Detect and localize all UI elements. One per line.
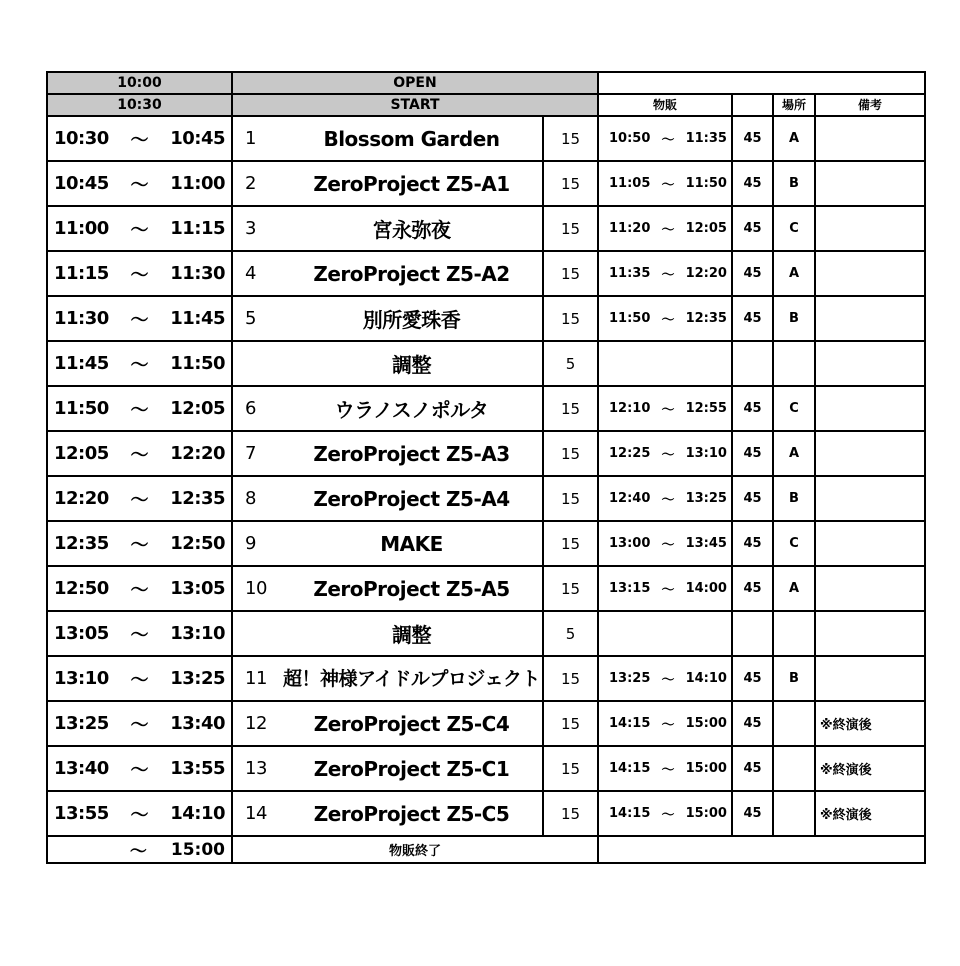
time-range: [47, 431, 232, 476]
merch-location: C: [773, 206, 815, 251]
merch-location: [773, 791, 815, 836]
merch-end: 15:00: [685, 761, 727, 776]
time-tilde: 〜: [130, 579, 149, 601]
merch-location: [773, 746, 815, 791]
merch-start: 14:15: [609, 806, 651, 821]
merch-time: [598, 206, 732, 251]
merch-location: [773, 341, 815, 386]
merch-time: [598, 251, 732, 296]
performer-number: 13: [245, 758, 267, 779]
time-tilde: 〜: [130, 309, 149, 331]
performance-duration: 15: [543, 566, 598, 611]
note: [815, 296, 925, 341]
merch-start: 12:25: [609, 446, 651, 461]
performer-cell: [232, 341, 543, 386]
time-range: [47, 251, 232, 296]
performance-duration: 15: [543, 116, 598, 161]
note: [815, 251, 925, 296]
performer-name: MAKE: [380, 531, 443, 556]
merch-tilde: 〜: [661, 178, 675, 193]
performance-duration: 15: [543, 746, 598, 791]
time-range: [47, 521, 232, 566]
time-tilde: 〜: [130, 669, 149, 691]
end-time: 12:20: [170, 443, 225, 464]
start-time: 12:35: [54, 533, 109, 554]
start-time: 10:30: [47, 94, 232, 116]
performer-name: ZeroProject Z5-A5: [313, 576, 510, 601]
schedule-row: [47, 386, 925, 431]
performer-cell: [232, 701, 543, 746]
merch-start: 11:35: [609, 266, 651, 281]
schedule-row: [47, 116, 925, 161]
merch-start: 14:15: [609, 716, 651, 731]
merch-end: 13:10: [685, 446, 727, 461]
performer-cell: [232, 251, 543, 296]
merch-end: 12:35: [685, 311, 727, 326]
merch-location: B: [773, 476, 815, 521]
merch-end: 11:35: [685, 131, 727, 146]
schedule-row: [47, 656, 925, 701]
performer-name: 宮永弥夜: [372, 218, 451, 242]
note: [815, 341, 925, 386]
merch-time: [598, 611, 732, 656]
schedule-row: [47, 521, 925, 566]
start-time: 13:40: [54, 758, 109, 779]
performance-duration: 15: [543, 251, 598, 296]
merch-duration: 45: [732, 161, 773, 206]
merch-tilde: 〜: [661, 493, 675, 508]
merch-start: 11:50: [609, 311, 651, 326]
start-time: 11:00: [54, 218, 109, 239]
merch-tilde: 〜: [661, 313, 675, 328]
time-range: [47, 791, 232, 836]
performer-cell: [232, 116, 543, 161]
merch-location: C: [773, 521, 815, 566]
time-tilde: 〜: [130, 804, 149, 826]
merch-start: 13:00: [609, 536, 651, 551]
note: [815, 656, 925, 701]
performer-cell: [232, 656, 543, 701]
merch-location: A: [773, 566, 815, 611]
time-tilde: 〜: [130, 129, 149, 151]
merch-start: 10:50: [609, 131, 651, 146]
merch-tilde: 〜: [661, 583, 675, 598]
merch-duration: 45: [732, 476, 773, 521]
time-tilde: 〜: [130, 714, 149, 736]
end-time: 13:10: [170, 623, 225, 644]
merch-location: B: [773, 296, 815, 341]
merch-time: [598, 476, 732, 521]
performer-name: ZeroProject Z5-A1: [313, 171, 510, 196]
merch-time: [598, 161, 732, 206]
note: [815, 566, 925, 611]
merch-location: B: [773, 656, 815, 701]
open-time: 10:00: [47, 72, 232, 94]
performer-cell: [232, 161, 543, 206]
merch-duration: [732, 611, 773, 656]
performer-name: Blossom Garden: [323, 126, 500, 151]
merch-location: A: [773, 251, 815, 296]
merch-tilde: 〜: [661, 448, 675, 463]
start-time: 11:30: [54, 308, 109, 329]
merch-time: [598, 656, 732, 701]
merch-end: 12:20: [685, 266, 727, 281]
performer-number: 6: [245, 398, 256, 419]
performer-name: ZeroProject Z5-C4: [313, 711, 510, 736]
schedule-row: [47, 746, 925, 791]
time-tilde: 〜: [130, 264, 149, 286]
note: [815, 116, 925, 161]
performance-duration: 15: [543, 161, 598, 206]
time-tilde: 〜: [130, 624, 149, 646]
performer-cell: [232, 431, 543, 476]
performer-cell: [232, 791, 543, 836]
note: ※終演後: [815, 701, 925, 746]
performance-duration: 15: [543, 431, 598, 476]
merch-duration: 45: [732, 116, 773, 161]
performer-number: 12: [245, 713, 267, 734]
open-label: OPEN: [232, 72, 598, 94]
time-range: [47, 386, 232, 431]
merch-tilde: 〜: [661, 763, 675, 778]
start-time: 12:20: [54, 488, 109, 509]
schedule-row: [47, 566, 925, 611]
time-tilde: 〜: [130, 759, 149, 781]
merch-header: 物販: [598, 94, 732, 116]
merch-tilde: 〜: [661, 673, 675, 688]
performer-number: 5: [245, 308, 256, 329]
end-time: 12:50: [170, 533, 225, 554]
schedule-row: [47, 611, 925, 656]
performer-number: 10: [245, 578, 267, 599]
performer-cell: [232, 476, 543, 521]
merch-start: 12:10: [609, 401, 651, 416]
performer-number: 1: [245, 128, 256, 149]
merch-duration: 45: [732, 386, 773, 431]
performer-name: ウラノスノポルタ: [334, 398, 489, 422]
merch-location: A: [773, 116, 815, 161]
merch-time: [598, 791, 732, 836]
performer-number: 4: [245, 263, 256, 284]
end-time: 14:10: [170, 803, 225, 824]
performance-duration: 15: [543, 386, 598, 431]
merch-end: 11:50: [685, 176, 727, 191]
merch-location: [773, 701, 815, 746]
end-time: 11:30: [170, 263, 225, 284]
merch-duration: [732, 341, 773, 386]
merch-time: [598, 701, 732, 746]
time-tilde: 〜: [130, 354, 149, 376]
end-time: 13:40: [170, 713, 225, 734]
note: [815, 476, 925, 521]
merch-time: [598, 521, 732, 566]
merch-time: [598, 386, 732, 431]
merch-time: [598, 116, 732, 161]
performer-name: ZeroProject Z5-A3: [313, 441, 510, 466]
merch-duration: 45: [732, 251, 773, 296]
time-range: [47, 296, 232, 341]
end-time: 11:50: [170, 353, 225, 374]
performer-name: 超！神様アイドルプロジェクト: [283, 667, 540, 690]
footer-end-time: 15:00: [170, 839, 225, 860]
merch-start: 13:25: [609, 671, 651, 686]
merch-duration: 45: [732, 296, 773, 341]
merch-location: A: [773, 431, 815, 476]
note: ※終演後: [815, 791, 925, 836]
performer-name: ZeroProject Z5-A2: [313, 261, 510, 286]
time-range: [47, 611, 232, 656]
merch-duration: 45: [732, 521, 773, 566]
merch-duration: 45: [732, 701, 773, 746]
merch-end: 14:00: [685, 581, 727, 596]
end-time: 11:15: [170, 218, 225, 239]
time-tilde: 〜: [130, 174, 149, 196]
merch-end: 15:00: [685, 716, 727, 731]
performer-name: 別所愛珠香: [362, 308, 461, 332]
merch-tilde: 〜: [661, 223, 675, 238]
start-label: START: [232, 94, 598, 116]
performance-duration: 15: [543, 521, 598, 566]
merch-end: 13:45: [685, 536, 727, 551]
performer-number: 11: [245, 668, 267, 689]
schedule-row: [47, 251, 925, 296]
performance-duration: 15: [543, 701, 598, 746]
merch-end: 12:05: [685, 221, 727, 236]
time-tilde: 〜: [130, 444, 149, 466]
merch-duration: 45: [732, 566, 773, 611]
end-time: 12:05: [170, 398, 225, 419]
performance-duration: 15: [543, 476, 598, 521]
schedule-row: [47, 701, 925, 746]
performance-duration: 15: [543, 656, 598, 701]
performer-number: 8: [245, 488, 256, 509]
merch-tilde: 〜: [661, 133, 675, 148]
start-time: 10:30: [54, 128, 109, 149]
merch-end: 13:25: [685, 491, 727, 506]
merch-duration: 45: [732, 656, 773, 701]
end-time: 10:45: [170, 128, 225, 149]
performer-number: 7: [245, 443, 256, 464]
performer-name: ZeroProject Z5-C1: [313, 756, 510, 781]
merch-end-time: [47, 836, 232, 863]
schedule-row: [47, 206, 925, 251]
time-tilde: 〜: [130, 399, 149, 421]
merch-start: 11:05: [609, 176, 651, 191]
performance-duration: 15: [543, 206, 598, 251]
time-range: [47, 566, 232, 611]
time-tilde: 〜: [130, 534, 149, 556]
time-range: [47, 701, 232, 746]
start-time: 13:25: [54, 713, 109, 734]
merch-time: [598, 341, 732, 386]
footer-tilde: 〜: [129, 842, 147, 862]
performer-number: 14: [245, 803, 267, 824]
end-time: 11:45: [170, 308, 225, 329]
performance-duration: 5: [543, 611, 598, 656]
merch-tilde: 〜: [661, 718, 675, 733]
performer-cell: [232, 386, 543, 431]
note: [815, 521, 925, 566]
merch-duration: 45: [732, 746, 773, 791]
schedule-row: [47, 341, 925, 386]
performance-duration: 15: [543, 296, 598, 341]
time-range: [47, 116, 232, 161]
performer-number: 2: [245, 173, 256, 194]
start-time: 10:45: [54, 173, 109, 194]
performer-cell: [232, 521, 543, 566]
start-time: 13:55: [54, 803, 109, 824]
performer-number: 3: [245, 218, 256, 239]
start-time: 11:50: [54, 398, 109, 419]
footer-blank: [598, 836, 925, 863]
schedule-row: [47, 476, 925, 521]
timetable: [46, 71, 926, 864]
performer-name: ZeroProject Z5-A4: [313, 486, 510, 511]
merch-start: 11:20: [609, 221, 651, 236]
start-time: 13:05: [54, 623, 109, 644]
performer-cell: [232, 746, 543, 791]
merch-duration: 45: [732, 431, 773, 476]
time-range: [47, 656, 232, 701]
end-time: 11:00: [170, 173, 225, 194]
performance-duration: 5: [543, 341, 598, 386]
start-row: [47, 94, 925, 116]
merch-start: 12:40: [609, 491, 651, 506]
performer-number: 9: [245, 533, 256, 554]
note: [815, 611, 925, 656]
merch-time: [598, 431, 732, 476]
note: ※終演後: [815, 746, 925, 791]
merch-location: B: [773, 161, 815, 206]
schedule-row: [47, 161, 925, 206]
end-time: 13:05: [170, 578, 225, 599]
start-time: 12:50: [54, 578, 109, 599]
merch-tilde: 〜: [661, 808, 675, 823]
merch-time: [598, 746, 732, 791]
note: [815, 386, 925, 431]
merch-time: [598, 296, 732, 341]
merch-tilde: 〜: [661, 538, 675, 553]
performer-cell: [232, 611, 543, 656]
time-range: [47, 476, 232, 521]
merch-location: C: [773, 386, 815, 431]
merch-end: 14:10: [685, 671, 727, 686]
time-range: [47, 161, 232, 206]
start-time: 12:05: [54, 443, 109, 464]
start-time: 13:10: [54, 668, 109, 689]
note: [815, 206, 925, 251]
performer-cell: [232, 566, 543, 611]
schedule-row: [47, 791, 925, 836]
end-time: 13:25: [170, 668, 225, 689]
merch-duration: 45: [732, 206, 773, 251]
merch-time: [598, 566, 732, 611]
open-row: [47, 72, 925, 94]
time-range: [47, 341, 232, 386]
schedule-row: [47, 296, 925, 341]
merch-tilde: 〜: [661, 403, 675, 418]
start-time: 11:45: [54, 353, 109, 374]
performer-name: 調整: [392, 353, 431, 377]
merch-tilde: 〜: [661, 268, 675, 283]
merch-duration: 45: [732, 791, 773, 836]
merch-start: 14:15: [609, 761, 651, 776]
note: [815, 431, 925, 476]
performer-name: 調整: [392, 623, 431, 647]
place-header: 場所: [773, 94, 815, 116]
time-tilde: 〜: [130, 219, 149, 241]
note-header: 備考: [815, 94, 925, 116]
schedule-row: [47, 431, 925, 476]
merch-end: 15:00: [685, 806, 727, 821]
end-time: 13:55: [170, 758, 225, 779]
merch-end: 12:55: [685, 401, 727, 416]
time-range: [47, 206, 232, 251]
performer-name: ZeroProject Z5-C5: [313, 801, 510, 826]
performance-duration: 15: [543, 791, 598, 836]
performer-cell: [232, 296, 543, 341]
time-range: [47, 746, 232, 791]
header-blank: [598, 72, 925, 94]
merch-start: 13:15: [609, 581, 651, 596]
time-tilde: 〜: [130, 489, 149, 511]
end-time: 12:35: [170, 488, 225, 509]
merch-end-label: 物販終了: [232, 836, 598, 863]
performer-cell: [232, 206, 543, 251]
merch-location: [773, 611, 815, 656]
start-time: 11:15: [54, 263, 109, 284]
merch-end-row: [47, 836, 925, 863]
note: [815, 161, 925, 206]
merch-dur-header: [732, 94, 773, 116]
